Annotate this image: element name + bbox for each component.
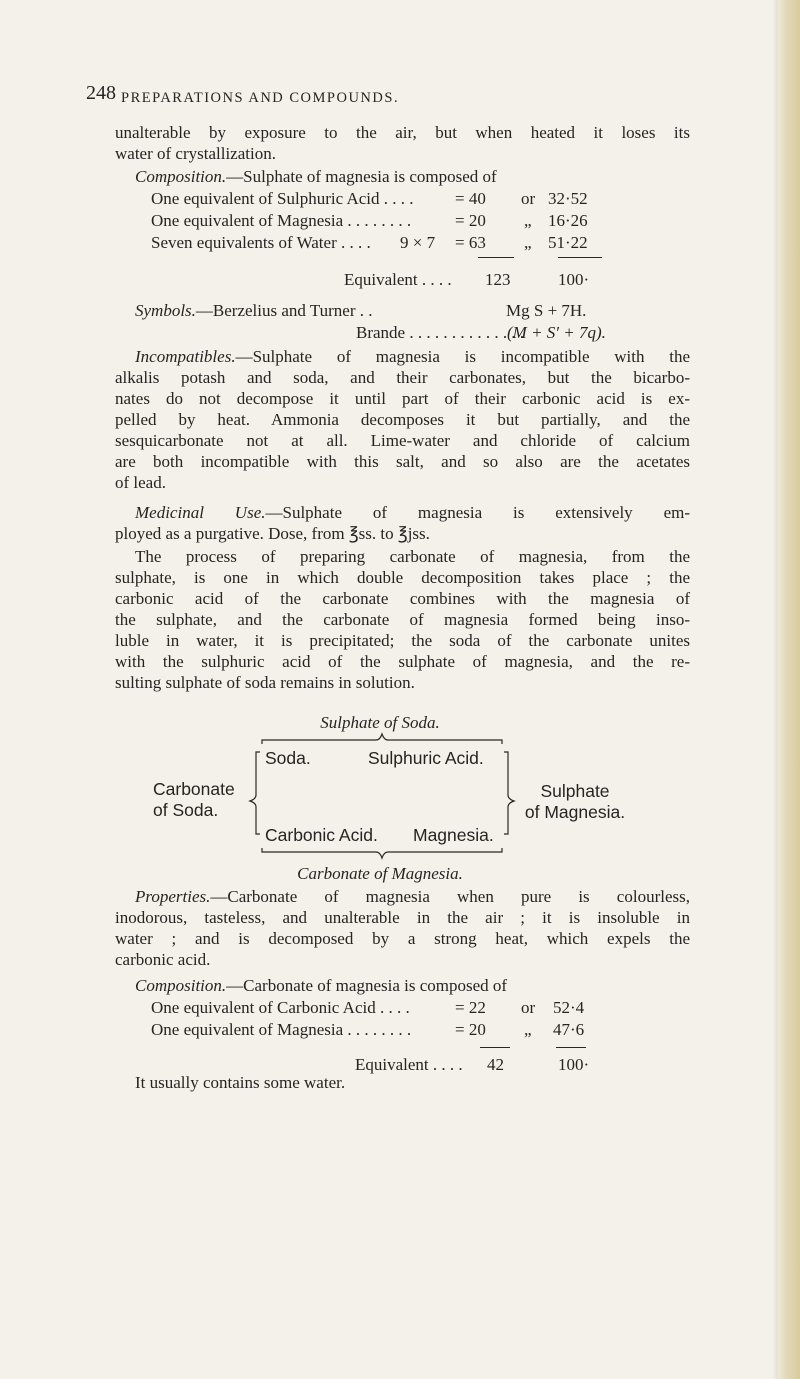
medicinal-label: Medicinal Use. <box>135 503 266 522</box>
composition-row-3 <box>151 232 371 253</box>
right-brace <box>504 752 514 834</box>
properties-line: inodorous, tasteless, and unalterable in the air ; it is insoluble in <box>115 908 690 927</box>
row-pct: 47·6 <box>553 1020 585 1039</box>
row-eq: = 40 <box>455 189 486 208</box>
symbols-label: Symbols. <box>135 301 196 320</box>
page-number: 248 <box>86 82 116 104</box>
process-line: sulphate, is one in which double decomposition takes place ; the <box>115 568 690 587</box>
page-edge <box>778 0 800 1379</box>
properties-paragraph <box>115 886 690 970</box>
row-sep: „ <box>524 1020 532 1039</box>
process-line: with the sulphuric acid of the sulphate of magnesia, and the re- <box>115 652 690 671</box>
sum-rule <box>556 1047 586 1048</box>
incompatibles-line: alkalis potash and soda, and their carbonates, but the bicarbo- <box>115 368 690 387</box>
total2-value: 42 <box>487 1055 504 1074</box>
row-pct: 52·4 <box>553 998 585 1017</box>
row-sep: „ <box>524 233 532 252</box>
row-eq: = 20 <box>455 1020 486 1039</box>
process-line: the sulphate, and the carbonate of magnesia formed being inso- <box>115 610 690 629</box>
left-label-line: Carbonate <box>153 779 235 799</box>
composition2-label: Composition. <box>135 976 227 995</box>
intro-line: water of crystallization. <box>115 144 276 163</box>
total2-label: Equivalent . . . . <box>355 1055 463 1074</box>
right-label-line: of Magnesia. <box>524 802 626 822</box>
incompatibles-line-1 <box>115 346 690 367</box>
row-sep: or <box>521 189 536 208</box>
composition-row-2 <box>151 210 411 231</box>
medicinal-line-1 <box>115 502 690 523</box>
symbols-formula-1: Mg S + 7H. <box>506 301 587 320</box>
composition2-text: —Carbonate of magnesia is composed of <box>226 976 508 995</box>
row-item: One equivalent of Sulphuric Acid . . . . <box>151 189 414 208</box>
properties-line-1 <box>115 886 690 907</box>
diagram-right-label <box>520 781 630 823</box>
page-edge-shadow <box>772 0 778 1379</box>
bottom-brace <box>262 848 502 858</box>
diagram-sulphuric-acid: Sulphuric Acid. <box>368 748 484 768</box>
composition-heading <box>135 166 497 187</box>
symbols-line-1 <box>135 300 373 321</box>
closing-line: It usually contains some water. <box>135 1073 346 1092</box>
medicinal-paragraph <box>115 502 690 544</box>
total-label: Equivalent . . . . <box>344 270 452 289</box>
process-line: The process of preparing carbonate of magnesia, from the <box>135 547 690 566</box>
diagram-left-label <box>153 779 235 821</box>
diagram-carbonic-acid: Carbonic Acid. <box>265 825 378 845</box>
sum-rule <box>478 257 514 258</box>
composition2-heading <box>135 975 507 996</box>
sum-rule <box>558 257 602 258</box>
row-sep: or <box>521 998 536 1017</box>
intro-paragraph <box>115 122 690 164</box>
row-pct: 51·22 <box>548 233 588 252</box>
row-mult: 9 × 7 <box>400 233 436 252</box>
incompatibles-line: are both incompatible with this salt, and so also are the acetates <box>115 452 690 471</box>
incompatibles-line: pelled by heat. Ammonia decomposes it but partially, and the <box>115 410 690 429</box>
incompatibles-text: —Sulphate of magnesia is incompatible with the <box>235 347 690 366</box>
running-title: PREPARATIONS AND COMPOUNDS. <box>121 90 400 106</box>
incompatibles-line: sesquicarbonate not at all. Lime-water and chloride of calcium <box>115 431 690 450</box>
process-line: sulting sulphate of soda remains in solution. <box>115 673 415 692</box>
left-brace <box>250 752 260 834</box>
medicinal-text: —Sulphate of magnesia is extensively em- <box>265 503 690 522</box>
intro-line: unalterable by exposure to the air, but when heated it loses its <box>115 123 690 142</box>
symbols-formula-2: (M + S′ + 7q). <box>507 323 606 342</box>
process-line: luble in water, it is precipitated; the soda of the carbonate unites <box>115 631 690 650</box>
total-pct: 100· <box>558 270 590 289</box>
total-value: 123 <box>485 270 511 289</box>
left-label-line: of Soda. <box>153 800 219 820</box>
row-pct: 16·26 <box>548 211 588 230</box>
sum-rule <box>480 1047 510 1048</box>
properties-line: carbonic acid. <box>115 950 211 969</box>
diagram-soda: Soda. <box>265 748 311 768</box>
composition-label: Composition. <box>135 167 227 186</box>
properties-text: —Carbonate of magnesia when pure is colourless, <box>210 887 690 906</box>
incompatibles-line: nates do not decompose it until part of their carbonic acid is ex- <box>115 389 690 408</box>
right-label-line: Sulphate <box>540 781 610 801</box>
diagram-bottom-title: Carbonate of Magnesia. <box>297 864 463 883</box>
total2-pct: 100· <box>558 1055 590 1074</box>
incompatibles-line: of lead. <box>115 473 166 492</box>
process-line: carbonic acid of the carbonate combines with the magnesia of <box>115 589 690 608</box>
symbols-authors: —Berzelius and Turner . . <box>195 301 373 320</box>
incompatibles-label: Incompatibles. <box>135 347 236 366</box>
properties-label: Properties. <box>135 887 211 906</box>
medicinal-line-2: ployed as a purgative. Dose, from ℥ss. to ℥jss. <box>115 524 430 543</box>
row-item: One equivalent of Magnesia . . . . . . . . <box>151 211 412 230</box>
incompatibles-paragraph <box>115 346 690 493</box>
diagram-top-title: Sulphate of Soda. <box>320 713 440 732</box>
row-pct: 32·52 <box>548 189 588 208</box>
properties-line: water ; and is decomposed by a strong heat, which expels the <box>115 929 690 948</box>
process-paragraph <box>115 546 690 693</box>
composition-row-1 <box>151 188 414 209</box>
row-eq: = 20 <box>455 211 486 230</box>
composition2-row-2: One equivalent of Magnesia . . . . . . . . <box>151 1020 412 1039</box>
top-brace <box>262 734 502 744</box>
composition2-row-1: One equivalent of Carbonic Acid . . . . <box>151 998 410 1017</box>
diagram-magnesia: Magnesia. <box>413 825 494 845</box>
row-sep: „ <box>524 211 532 230</box>
row-eq: = 22 <box>455 998 486 1017</box>
composition-text: —Sulphate of magnesia is composed of <box>226 167 497 186</box>
row-eq: = 63 <box>455 233 486 252</box>
row-item: Seven equivalents of Water . . . . <box>151 233 371 252</box>
symbols-line-2: Brande . . . . . . . . . . . . . . <box>356 323 525 342</box>
